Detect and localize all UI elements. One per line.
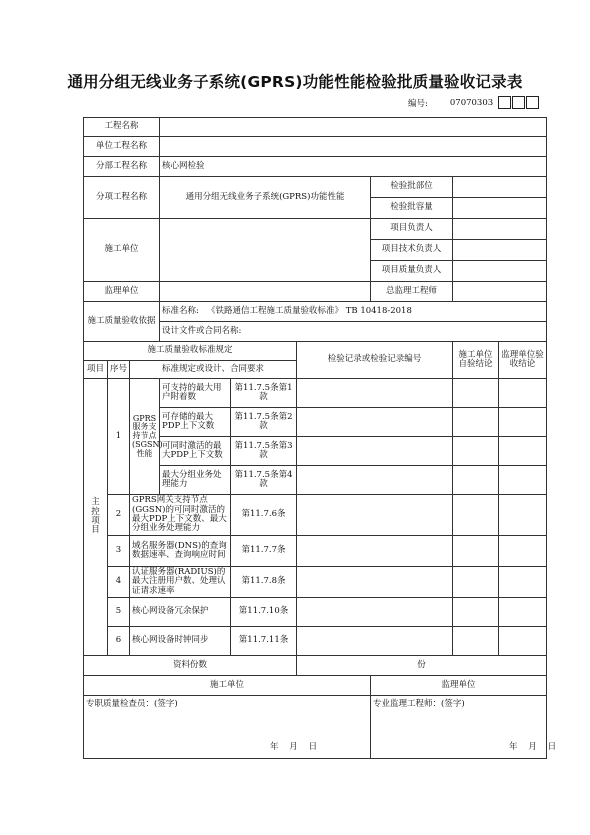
contractor-conclusion-header: 施工单位自验结论 xyxy=(453,342,499,379)
footer-contractor-header: 施工单位 xyxy=(84,676,371,696)
record-header: 检验记录或检验记录编号 xyxy=(297,342,453,379)
spec-row-6-record[interactable] xyxy=(297,536,453,567)
spec-row-3-record[interactable] xyxy=(297,437,453,466)
item-project-label: 分项工程名称 xyxy=(84,177,160,219)
spec-row-9-supervisor-check[interactable] xyxy=(499,627,547,656)
spec-row-5-self-check[interactable] xyxy=(453,495,499,536)
spec-row-9-text: 核心网设备时钟同步 xyxy=(130,627,231,656)
contractor-sign-date: 年 月 日 xyxy=(270,742,318,752)
supervisor-value[interactable] xyxy=(160,282,371,302)
spec-row-8-self-check[interactable] xyxy=(453,598,499,627)
spec-row-1-clause: 第11.7.5条第1款 xyxy=(231,379,297,408)
copies-label: 份 xyxy=(417,659,426,670)
spec-row-5-text: GPRS网关支持节点(GGSN)的可同时激活的最大PDP上下文数、最大分组业务处理能力 xyxy=(130,495,231,536)
tech-manager-value[interactable] xyxy=(453,240,547,261)
sub-project-label: 分部工程名称 xyxy=(84,157,160,177)
spec-row-2-text: 可存储的最大PDP上下文数 xyxy=(160,408,231,437)
chief-supervisor-value[interactable] xyxy=(453,282,547,302)
spec-row-1-record[interactable] xyxy=(297,379,453,408)
spec-row-6-clause: 第11.7.7条 xyxy=(231,536,297,567)
spec-row-7-clause: 第11.7.8条 xyxy=(231,567,297,598)
main-control-label: 主控项目 xyxy=(84,379,108,656)
spec-row-6-supervisor-check[interactable] xyxy=(499,536,547,567)
code-box-2[interactable] xyxy=(512,96,525,109)
acceptance-record-table xyxy=(83,117,557,759)
spec-row-2-supervisor-check[interactable] xyxy=(499,408,547,437)
contractor-sign-label: 专职质量检查员：(签字) xyxy=(86,699,178,709)
batch-part-value[interactable] xyxy=(453,177,547,198)
seq-1: 1 xyxy=(108,379,130,495)
spec-row-1-self-check[interactable] xyxy=(453,379,499,408)
project-name-label: 工程名称 xyxy=(84,118,160,137)
spec-row-3-supervisor-check[interactable] xyxy=(499,437,547,466)
code-box-1[interactable] xyxy=(498,96,511,109)
spec-row-1-supervisor-check[interactable] xyxy=(499,379,547,408)
supervisor-label: 监理单位 xyxy=(84,282,160,302)
standard-name-label: 标准名称: xyxy=(162,305,199,316)
spec-row-9-clause: 第11.7.11条 xyxy=(231,627,297,656)
spec-row-7-self-check[interactable] xyxy=(453,567,499,598)
spec-row-3-clause: 第11.7.5条第3款 xyxy=(231,437,297,466)
document-code xyxy=(408,96,539,109)
seq-2: 2 xyxy=(108,495,130,536)
batch-capacity-value[interactable] xyxy=(453,198,547,219)
chief-supervisor-label: 总监理工程师 xyxy=(371,282,453,302)
spec-row-3-self-check[interactable] xyxy=(453,437,499,466)
spec-group-header: 施工质量验收标准规定 xyxy=(84,342,297,361)
page-title: 通用分组无线业务子系统(GPRS)功能性能检验批质量验收记录表 xyxy=(67,73,523,91)
item-project-value[interactable]: 通用分组无线业务子系统(GPRS)功能性能 xyxy=(160,177,371,219)
design-docs-label: 设计文件或合同名称: xyxy=(162,325,242,336)
seq-4: 4 xyxy=(108,567,130,598)
spec-row-9-record[interactable] xyxy=(297,627,453,656)
col-seq-header: 序号 xyxy=(108,361,130,379)
supervisor-sign-date: 年 月 日 xyxy=(509,742,557,752)
supervisor-sign-cell[interactable] xyxy=(371,696,557,759)
doc-count-label: 资料份数 xyxy=(84,656,297,676)
seq-5: 5 xyxy=(108,598,130,627)
group1-label: GPRS服务支持节点(SGSN)性能 xyxy=(130,379,160,495)
batch-capacity-label: 检验批容量 xyxy=(371,198,453,219)
spec-row-2-record[interactable] xyxy=(297,408,453,437)
spec-row-4-record[interactable] xyxy=(297,466,453,495)
code-box-3[interactable] xyxy=(526,96,539,109)
quality-manager-label: 项目质量负责人 xyxy=(371,261,453,282)
spec-row-7-text: 认证服务器(RADIUS)的最大注册用户数、处理认证请求速率 xyxy=(130,567,231,598)
spec-row-8-clause: 第11.7.10条 xyxy=(231,598,297,627)
spec-row-6-text: 域名服务器(DNS)的查询数据速率、查询响应时间 xyxy=(130,536,231,567)
unit-project-value[interactable] xyxy=(160,137,547,157)
standard-name-row xyxy=(160,302,547,322)
spec-row-7-supervisor-check[interactable] xyxy=(499,567,547,598)
batch-part-label: 检验批部位 xyxy=(371,177,453,198)
contractor-label: 施工单位 xyxy=(84,219,160,282)
spec-row-4-self-check[interactable] xyxy=(453,466,499,495)
project-manager-value[interactable] xyxy=(453,219,547,240)
code-label: 编号: xyxy=(408,98,428,109)
spec-row-2-clause: 第11.7.5条第2款 xyxy=(231,408,297,437)
supervisor-conclusion-header: 监理单位验收结论 xyxy=(499,342,547,379)
spec-row-4-clause: 第11.7.5条第4款 xyxy=(231,466,297,495)
spec-row-5-record[interactable] xyxy=(297,495,453,536)
spec-row-4-text: 最大分组业务处理能力 xyxy=(160,466,231,495)
spec-row-9-self-check[interactable] xyxy=(453,627,499,656)
project-manager-label: 项目负责人 xyxy=(371,219,453,240)
sub-project-value[interactable]: 核心网检验 xyxy=(160,157,547,177)
code-value: 07070303 xyxy=(449,97,494,108)
doc-count-value[interactable] xyxy=(297,656,547,676)
col-standard-header: 标准规定或设计、合同要求 xyxy=(130,361,297,379)
spec-row-1-text: 可支持的最大用户附着数 xyxy=(160,379,231,408)
supervisor-sign-label: 专业监理工程师：(签字) xyxy=(373,699,465,709)
spec-row-5-clause: 第11.7.6条 xyxy=(231,495,297,536)
spec-row-7-record[interactable] xyxy=(297,567,453,598)
spec-row-3-text: 可同时激活的最大PDP上下文数 xyxy=(160,437,231,466)
footer-supervisor-header: 监理单位 xyxy=(371,676,547,696)
project-name-value[interactable] xyxy=(160,118,547,137)
quality-manager-value[interactable] xyxy=(453,261,547,282)
contractor-sign-cell[interactable] xyxy=(84,696,371,759)
contractor-value[interactable] xyxy=(160,219,371,282)
spec-row-2-self-check[interactable] xyxy=(453,408,499,437)
tech-manager-label: 项目技术负责人 xyxy=(371,240,453,261)
unit-project-label: 单位工程名称 xyxy=(84,137,160,157)
basis-label: 施工质量验收依据 xyxy=(84,302,160,342)
spec-row-8-text: 核心网设备冗余保护 xyxy=(130,598,231,627)
spec-row-8-record[interactable] xyxy=(297,598,453,627)
spec-row-6-self-check[interactable] xyxy=(453,536,499,567)
spec-row-4-supervisor-check[interactable] xyxy=(499,466,547,495)
design-docs-row[interactable] xyxy=(160,322,547,342)
seq-3: 3 xyxy=(108,536,130,567)
spec-row-5-supervisor-check[interactable] xyxy=(499,495,547,536)
col-item-header: 项目 xyxy=(84,361,108,379)
spec-row-8-supervisor-check[interactable] xyxy=(499,598,547,627)
standard-name-value: 《铁路通信工程施工质量验收标准》 TB 10418-2018 xyxy=(207,305,412,316)
seq-6: 6 xyxy=(108,627,130,656)
